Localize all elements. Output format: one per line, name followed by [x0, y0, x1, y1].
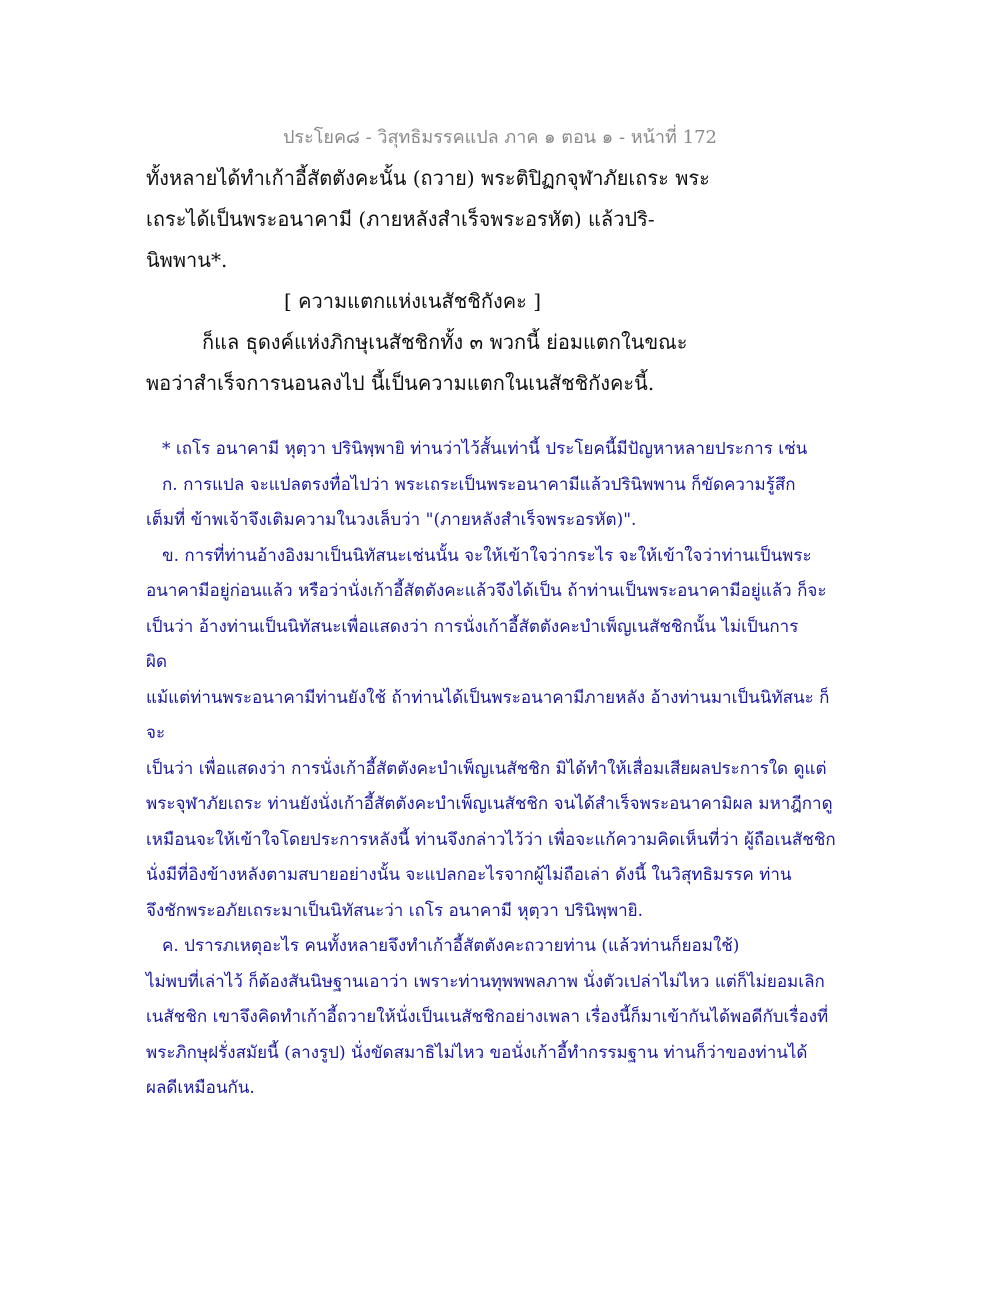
footnote-line: เป็นว่า เพื่อแสดงว่า การนั่งเก้าอี้สัตตังคะบำเพ็ญเนสัชชิก มิได้ทำให้เสื่อมเสียผลประการใด ดูแต่ [146, 758, 827, 779]
footnote-line: ผลดีเหมือนกัน. [146, 1078, 255, 1098]
footnote-block [146, 432, 866, 1107]
main-text [146, 158, 866, 404]
footnote-line: อนาคามีอยู่ก่อนแล้ว หรือว่านั่งเก้าอี้สัตตังคะแล้วจึงได้เป็น ถ้าท่านเป็นพระอนาคามีอยู่แล้ว ก็จะ [146, 581, 827, 601]
footnote-line: ผิด [146, 652, 168, 672]
footnote-line: เต็มที่ ข้าพเจ้าจึงเติมความในวงเล็บว่า "(ภายหลังสำเร็จพระอรหัต)". [146, 510, 637, 530]
section-heading: [ ความแตกแห่งเนสัชชิกังคะ ] [284, 289, 542, 313]
page-header: ประโยค๘ - วิสุทธิมรรคแปล ภาค ๑ ตอน ๑ - หน้าที่ 172 [283, 127, 717, 148]
footnote-line: จะ [146, 723, 166, 743]
main-line: พอว่าสำเร็จการนอนลงไป นี้เป็นความแตกในเนสัชชิกังคะนี้. [146, 371, 655, 395]
footnote-line: พระจุฬาภัยเถระ ท่านยังนั่งเก้าอี้สัตตังคะบำเพ็ญเนสัชชิก จนได้สำเร็จพระอนาคามิผล มหาฎีกาดู [146, 794, 833, 814]
footnote-line: ก. การแปล จะแปลตรงทื่อไปว่า พระเถระเป็นพระอนาคามีแล้วปรินิพพาน ก็ขัดความรู้สึก [162, 474, 796, 495]
main-line: ทั้งหลายได้ทำเก้าอี้สัตตังคะนั้น (ถวาย) พระติปิฏกจุฬาภัยเถระ พระ [146, 166, 710, 190]
main-line: นิพพาน*. [146, 248, 228, 272]
footnote-line: แม้แต่ท่านพระอนาคามีท่านยังใช้ ถ้าท่านได้เป็นพระอนาคามีภายหลัง อ้างท่านมาเป็นนิทัสนะ ก็ [146, 687, 830, 708]
footnote-line: เหมือนจะให้เข้าใจโดยประการหลังนี้ ท่านจึงกล่าวไว้ว่า เพื่อจะแก้ความคิดเห็นที่ว่า ผู้ถือเนสัชชิก [146, 829, 836, 850]
footnote-line: นั่งมีที่อิงข้างหลังตามสบายอย่างนั้น จะแปลกอะไรจากผู้ไม่ถือเล่า ดังนี้ ในวิสุทธิมรรค ท่าน [146, 865, 792, 885]
main-line: ก็แล ธุดงค์แห่งภิกษุเนสัชชิกทั้ง ๓ พวกนี้ ย่อมแตกในขณะ [202, 330, 688, 354]
footnote-line: พระภิกษุฝรั่งสมัยนี้ (ลางรูป) นั่งขัดสมาธิไม่ไหว ขอนั่งเก้าอี้ทำกรรมฐาน ท่านก็ว่าของท่านได้ [146, 1042, 808, 1063]
footnote-line: เนสัชชิก เขาจึงคิดทำเก้าอี้ถวายให้นั่งเป็นเนสัชชิกอย่างเพลา เรื่องนี้ก็มาเข้ากันได้พอดีกับเรื่องที่ [146, 1007, 829, 1027]
main-line: เถระได้เป็นพระอนาคามี (ภายหลังสำเร็จพระอรหัต) แล้วปริ- [146, 207, 655, 231]
footnote-line: * เถโร อนาคามี หุตฺวา ปรินิพฺพายิ ท่านว่าไว้สั้นเท่านี้ ประโยคนี้มีปัญหาหลายประการ เช่น [162, 439, 808, 459]
footnote-line: ค. ปรารภเหตุอะไร คนทั้งหลายจึงทำเก้าอี้สัตตังคะถวายท่าน (แล้วท่านก็ยอมใช้) [162, 936, 740, 956]
footnote-line: เป็นว่า อ้างท่านเป็นนิทัสนะเพื่อแสดงว่า การนั่งเก้าอี้สัตตังคะบำเพ็ญเนสัชชิกนั้น ไม่เป็นการ [146, 616, 799, 637]
footnote-line: ข. การที่ท่านอ้างอิงมาเป็นนิทัสนะเช่นนั้น จะให้เข้าใจว่ากระไร จะให้เข้าใจว่าท่านเป็นพระ [162, 545, 812, 566]
footnote-line: จึงชักพระอภัยเถระมาเป็นนิทัสนะว่า เถโร อนาคามี หุตฺวา ปรินิพฺพายิ. [146, 900, 644, 921]
footnote-line: ไม่พบที่เล่าไว้ ก็ต้องสันนิษฐานเอาว่า เพราะท่านทุพพพลภาพ นั่งตัวเปล่าไม่ไหว แต่ก็ไม่ยอมเลิก [146, 971, 825, 992]
